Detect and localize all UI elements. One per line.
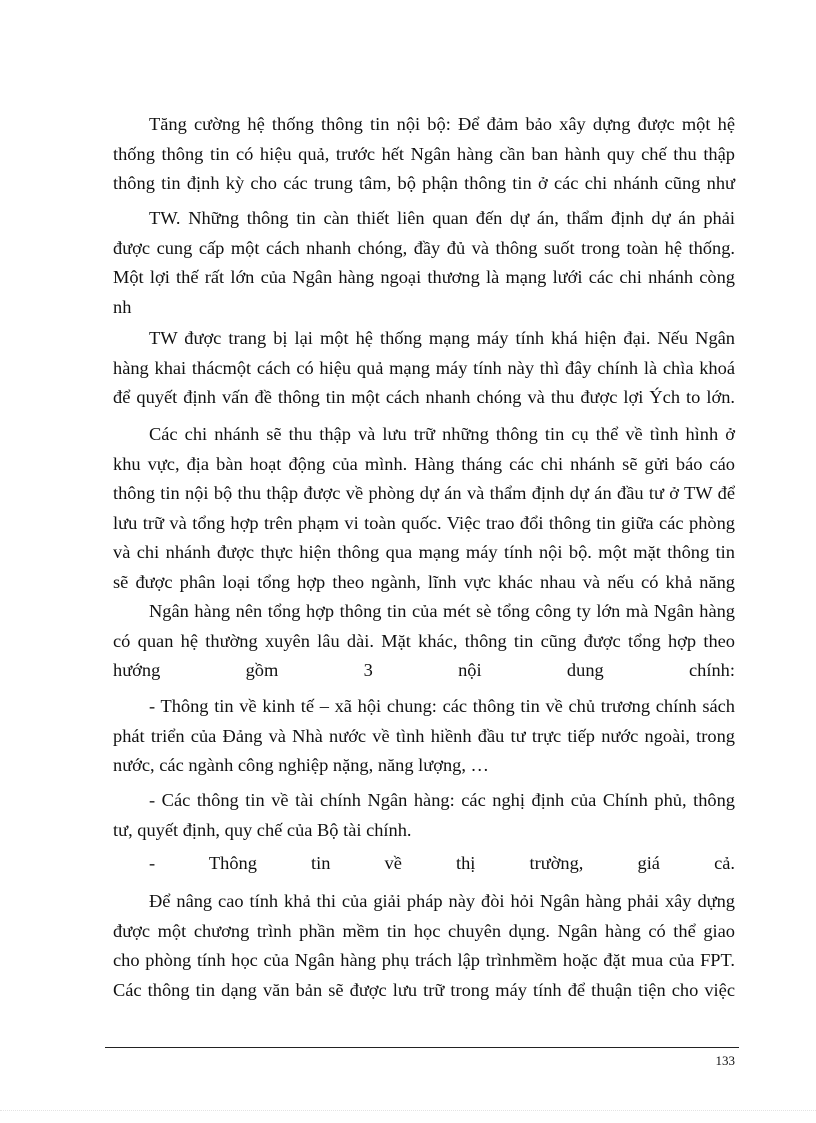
paragraph-7 (113, 786, 735, 845)
text-line: hàng khai thácmột cách có hiệu quả mạng máy tính này thì đây chính là chìa khoá (113, 357, 735, 378)
text-line: - Các thông tin về tài chính Ngân hàng: các nghị định của Chính phủ, thông (149, 790, 735, 810)
paragraph-9 (113, 887, 735, 1005)
paragraph-6 (113, 692, 735, 781)
footer-divider (105, 1047, 739, 1048)
page-number: 133 (715, 1053, 735, 1068)
text-line: Để nâng cao tính khả thi của giải pháp này đòi hỏi Ngân hàng phải xây dựng (149, 891, 735, 911)
text-line: lưu trữ và tổng hợp trên phạm vi toàn quốc. Việc trao đổi thông tin giữa các phòng (113, 512, 735, 533)
text-line: tư, quyết định, quy chế của Bộ tài chính. (113, 819, 412, 840)
text-line: TW. Những thông tin càn thiết liên quan đến dự án, thẩm định dự án phải (149, 208, 735, 228)
text-line: Các thông tin dạng văn bản sẽ được lưu trữ trong máy tính để thuận tiện cho việc (113, 979, 735, 1000)
text-line: Một lợi thế rất lớn của Ngân hàng ngoại thương là mạng lưới các chi nhánh còng (113, 267, 735, 287)
paragraph-3 (113, 324, 735, 413)
text-line: sẽ được phân loại tổng hợp theo ngành, lĩnh vực khác nhau và nếu có khả năng (113, 571, 735, 592)
text-line: - Thông tin về thị trường, giá cả. (149, 853, 735, 873)
text-line: hướng gồm 3 nội dung chính: (113, 660, 735, 680)
text-line: phát triển của Đảng và Nhà nước về tình hiềnh đầu tư trực tiếp nước ngoài, trong (113, 725, 735, 746)
text-line: được cung cấp một cách nhanh chóng, đầy đủ và thông suốt trong toàn hệ thống. (113, 237, 735, 258)
text-line: Ngân hàng nên tổng hợp thông tin của mét sè tổng công ty lớn mà Ngân hàng (149, 601, 735, 621)
paragraph-2 (113, 204, 735, 322)
text-line: Tăng cường hệ thống thông tin nội bộ: Để đảm bảo xây dựng được một hệ (149, 114, 735, 134)
paragraph-5 (113, 597, 735, 686)
text-line: nước, các ngành công nghiệp nặng, năng lượng, … (113, 755, 489, 775)
text-line: cho phòng tính học của Ngân hàng phụ trách lập trìnhmềm hoặc đặt mua của FPT. (113, 950, 735, 970)
text-line: Các chi nhánh sẽ thu thập và lưu trữ những thông tin cụ thể về tình hình ở (149, 424, 735, 444)
text-line: thông tin định kỳ cho các trung tâm, bộ phận thông tin ở các chi nhánh cũng như (113, 173, 735, 193)
bottom-dotted-edge (0, 1110, 816, 1111)
text-line: để quyết định vấn đề thông tin một cách nhanh chóng và thu được lợi Ých to lớn. (113, 387, 735, 407)
text-line: TW được trang bị lại một hệ thống mạng máy tính khá hiện đại. Nếu Ngân (149, 328, 735, 348)
text-line: - Thông tin về kinh tế – xã hội chung: các thông tin về chủ trương chính sách (149, 696, 735, 716)
text-line: nh (113, 296, 132, 317)
paragraph-8 (113, 849, 735, 879)
text-line: thống thông tin có hiệu quả, trước hết Ngân hàng cần ban hành quy chế thu thập (113, 143, 735, 164)
paragraph-1 (113, 110, 735, 199)
text-line: được một chương trình phần mềm tin học chuyên dụng. Ngân hàng có thể giao (113, 920, 735, 941)
text-line: thông tin nội bộ thu thập được về phòng dự án và thẩm định dự án đầu tư ở TW để (113, 483, 735, 503)
paragraph-4 (113, 420, 735, 597)
text-line: và chi nhánh được thực hiện thông qua mạng máy tính nội bộ. một mặt thông tin (113, 542, 735, 562)
text-line: có quan hệ thường xuyên lâu dài. Mặt khác, thông tin cũng được tổng hợp theo (113, 630, 735, 651)
text-line: khu vực, địa bàn hoạt động của mình. Hàng tháng các chi nhánh sẽ gửi báo cáo (113, 453, 735, 474)
